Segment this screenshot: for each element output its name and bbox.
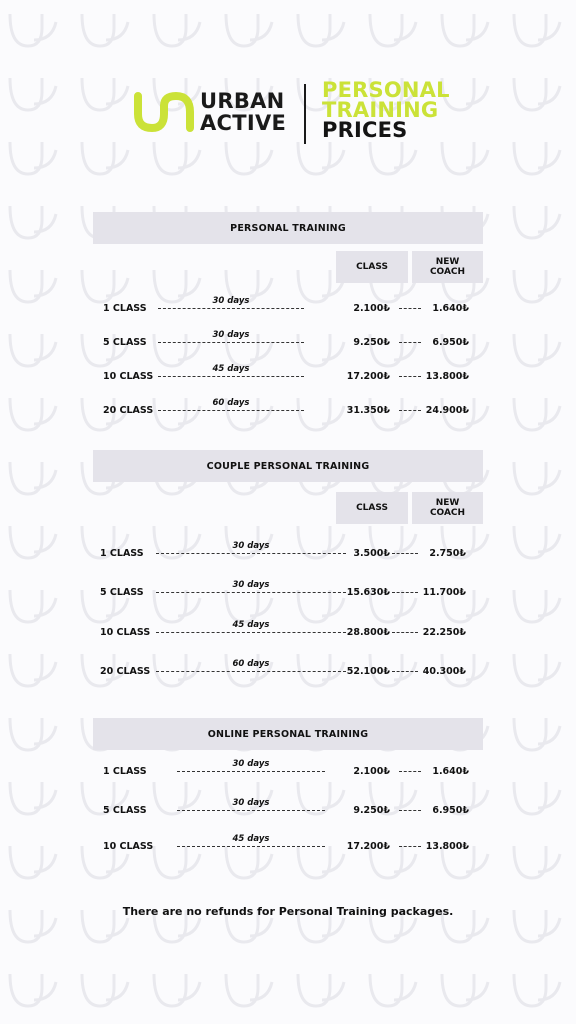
new-coach-price: 1.640₺ bbox=[432, 303, 469, 314]
leader-line bbox=[156, 553, 346, 554]
section-heading-online: ONLINE PERSONAL TRAINING bbox=[93, 718, 483, 750]
package-label: 1 CLASS bbox=[100, 548, 144, 559]
price-row bbox=[103, 800, 483, 818]
price-row bbox=[103, 836, 483, 854]
price-row bbox=[100, 622, 480, 640]
new-coach-price: 24.900₺ bbox=[425, 405, 469, 416]
new-coach-price: 40.300₺ bbox=[422, 666, 466, 677]
title-line1: PERSONAL bbox=[322, 78, 450, 102]
urban-active-logo-icon bbox=[134, 92, 198, 132]
duration-label: 30 days bbox=[232, 580, 270, 590]
new-coach-price: 6.950₺ bbox=[432, 805, 469, 816]
class-price: 15.630₺ bbox=[346, 587, 390, 598]
new-coach-price: 1.640₺ bbox=[432, 766, 469, 777]
duration-label: 45 days bbox=[232, 620, 270, 630]
class-price: 28.800₺ bbox=[346, 627, 390, 638]
new-coach-price: 2.750₺ bbox=[429, 548, 466, 559]
duration-label: 30 days bbox=[232, 541, 270, 551]
title-line3: PRICES bbox=[322, 118, 408, 142]
new-coach-price: 13.800₺ bbox=[425, 371, 469, 382]
leader-line bbox=[177, 846, 325, 847]
duration-label: 60 days bbox=[232, 659, 270, 669]
package-label: 20 CLASS bbox=[103, 405, 154, 416]
package-label: 10 CLASS bbox=[103, 371, 154, 382]
new-coach-price: 13.800₺ bbox=[425, 841, 469, 852]
duration-label: 45 days bbox=[232, 834, 270, 844]
price-row bbox=[103, 400, 483, 418]
price-row bbox=[103, 366, 483, 384]
brand-name bbox=[200, 90, 286, 134]
leader-line bbox=[156, 671, 346, 672]
package-label: 5 CLASS bbox=[100, 587, 144, 598]
brand-line2: ACTIVE bbox=[200, 111, 287, 135]
leader-line bbox=[158, 308, 304, 309]
title-line2: TRAINING bbox=[322, 98, 439, 122]
new-coach-price: 6.950₺ bbox=[432, 337, 469, 348]
section-heading-couple: COUPLE PERSONAL TRAINING bbox=[93, 450, 483, 482]
price-row bbox=[103, 298, 483, 316]
class-price: 31.350₺ bbox=[346, 405, 390, 416]
duration-label: 30 days bbox=[232, 798, 270, 808]
class-price: 2.100₺ bbox=[353, 303, 390, 314]
section-heading-personal: PERSONAL TRAINING bbox=[93, 212, 483, 244]
price-row bbox=[103, 761, 483, 779]
refund-note: There are no refunds for Personal Training packages. bbox=[122, 905, 454, 918]
class-price: 2.100₺ bbox=[353, 766, 390, 777]
leader-line bbox=[156, 592, 346, 593]
new-coach-price: 11.700₺ bbox=[422, 587, 466, 598]
leader-line bbox=[177, 810, 325, 811]
leader-line bbox=[158, 376, 304, 377]
package-label: 5 CLASS bbox=[103, 337, 147, 348]
brand-line1: URBAN bbox=[200, 89, 285, 113]
header bbox=[134, 80, 474, 150]
price-row bbox=[100, 582, 480, 600]
leader-line bbox=[158, 342, 304, 343]
header-divider bbox=[304, 84, 306, 144]
col-class-personal: CLASS bbox=[336, 251, 408, 283]
col-new-coach-couple: NEW COACH bbox=[412, 492, 483, 524]
price-row bbox=[100, 661, 480, 679]
price-row bbox=[103, 332, 483, 350]
duration-label: 60 days bbox=[212, 398, 250, 408]
col-class-couple: CLASS bbox=[336, 492, 408, 524]
package-label: 10 CLASS bbox=[100, 627, 151, 638]
leader-line bbox=[156, 632, 346, 633]
duration-label: 30 days bbox=[212, 296, 250, 306]
price-row bbox=[100, 543, 480, 561]
col-new-coach-personal: NEW COACH bbox=[412, 251, 483, 283]
new-coach-price: 22.250₺ bbox=[422, 627, 466, 638]
class-price: 3.500₺ bbox=[353, 548, 390, 559]
class-price: 17.200₺ bbox=[346, 371, 390, 382]
package-label: 10 CLASS bbox=[103, 841, 154, 852]
package-label: 20 CLASS bbox=[100, 666, 151, 677]
package-label: 1 CLASS bbox=[103, 303, 147, 314]
package-label: 5 CLASS bbox=[103, 805, 147, 816]
class-price: 9.250₺ bbox=[353, 337, 390, 348]
package-label: 1 CLASS bbox=[103, 766, 147, 777]
page-title bbox=[322, 80, 450, 140]
duration-label: 30 days bbox=[232, 759, 270, 769]
class-price: 9.250₺ bbox=[353, 805, 390, 816]
leader-line bbox=[177, 771, 325, 772]
duration-label: 30 days bbox=[212, 330, 250, 340]
class-price: 17.200₺ bbox=[346, 841, 390, 852]
duration-label: 45 days bbox=[212, 364, 250, 374]
class-price: 52.100₺ bbox=[346, 666, 390, 677]
leader-line bbox=[158, 410, 304, 411]
